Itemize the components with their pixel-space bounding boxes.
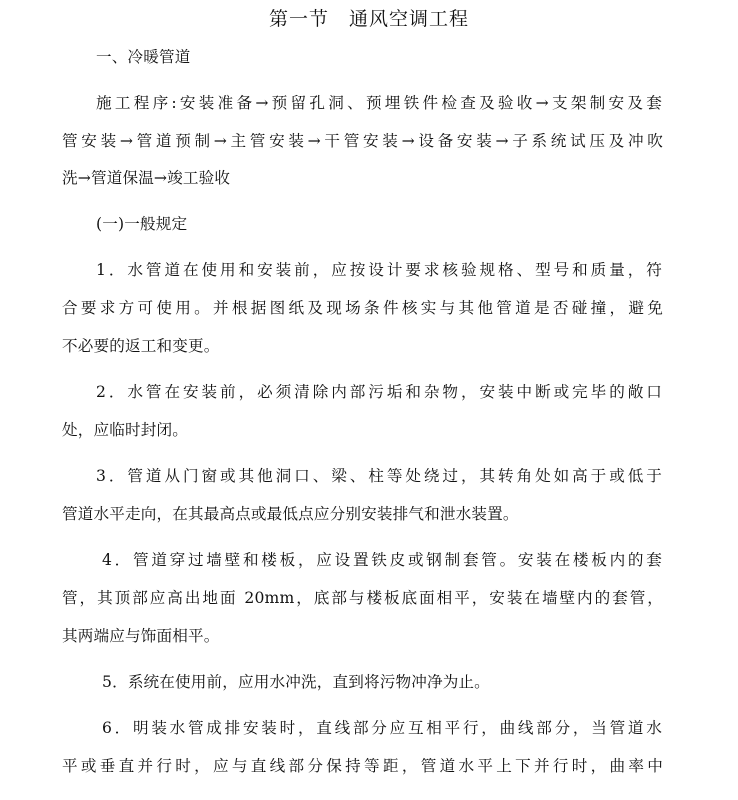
- paragraph-line: 合要求方可使用。并根据图纸及现场条件核实与其他管道是否碰撞，避免: [62, 299, 663, 317]
- paragraph-line: 平或垂直并行时，应与直线部分保持等距，管道水平上下并行时，曲率中: [62, 757, 663, 775]
- paragraph-line: 2．水管在安装前，必须清除内部污垢和杂物，安装中断或完毕的敞口: [96, 383, 662, 401]
- paragraph-line: 其两端应与饰面相平。: [62, 627, 220, 645]
- procedure-line: 洗→管道保温→竣工验收: [62, 169, 231, 187]
- paragraph-line: 5．系统在使用前，应用水冲洗，直到将污物冲净为止。: [102, 673, 490, 691]
- general-heading: (一)一般规定: [96, 215, 188, 233]
- paragraph-line: 1．水管道在使用和安装前，应按设计要求核验规格、型号和质量，符: [96, 261, 662, 279]
- paragraph-line: 处，应临时封闭。: [62, 421, 188, 439]
- paragraph-line: 不必要的返工和变更。: [62, 337, 220, 355]
- paragraph-line: 3．管道从门窗或其他洞口、梁、柱等处绕过，其转角处如高于或低于: [96, 467, 662, 485]
- subsection-heading: 一、冷暖管道: [96, 48, 191, 66]
- paragraph-line: 4．管道穿过墙壁和楼板，应设置铁皮或钢制套管。安装在楼板内的套: [102, 551, 662, 569]
- section-title: 第一节 通风空调工程: [268, 8, 469, 30]
- paragraph-line: 管，其顶部应高出地面 20mm，底部与楼板底面相平，安装在墙壁内的套管，: [62, 589, 663, 607]
- paragraph-line: 6．明装水管成排安装时，直线部分应互相平行，曲线部分，当管道水: [102, 719, 662, 737]
- procedure-line: 施工程序:安装准备→预留孔洞、预埋铁件检查及验收→支架制安及套: [96, 94, 662, 112]
- paragraph-line: 管道水平走向，在其最高点或最低点应分别安装排气和泄水装置。: [62, 505, 519, 523]
- procedure-line: 管安装→管道预制→主管安装→干管安装→设备安装→子系统试压及冲吹: [62, 132, 663, 150]
